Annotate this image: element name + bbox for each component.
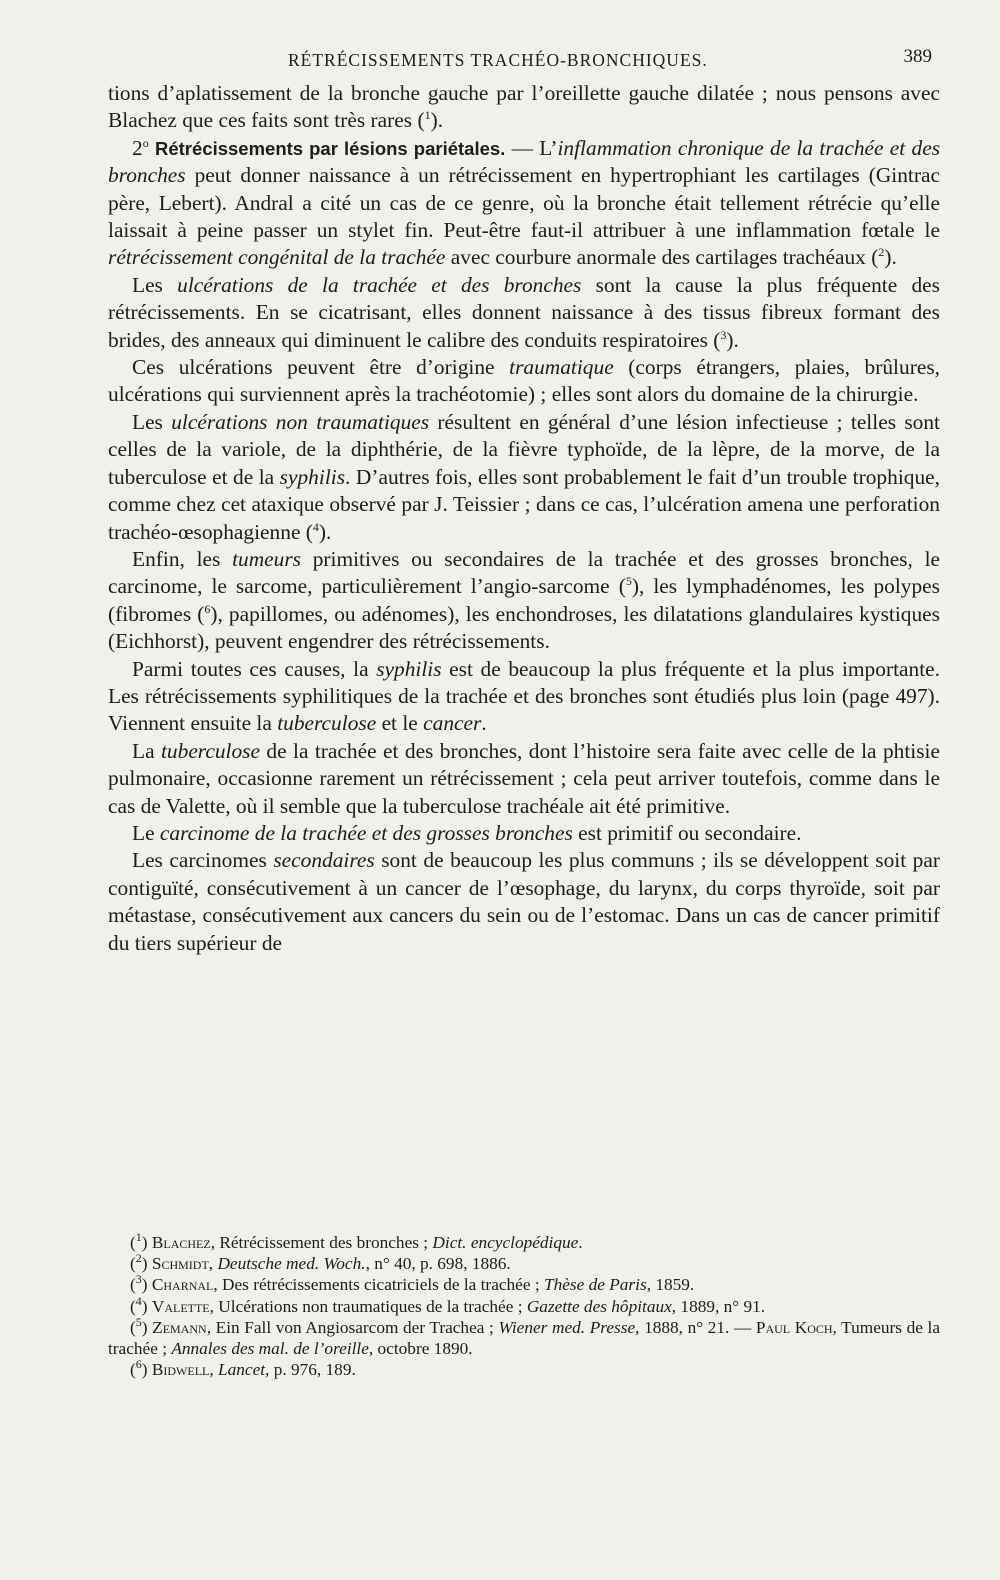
footnotes xyxy=(108,1232,940,1380)
running-head xyxy=(108,40,940,80)
footnote-ref: 6 xyxy=(204,601,211,616)
footnote-ref: 2 xyxy=(878,245,885,260)
footnote: ($^2$) Schmidt, Deutsche med. Woch., n° 40, p. 698, 1886. xyxy=(130,1251,511,1274)
paragraph: 2$^o$ Rétrécissements par lésions pariétales. — L’inflammation chronique de la trachée et des bronches peut donner naissance à un rétrécissement en hypertrophiant les cartilages (Gintrac père, Lebert). Andral a cité un cas de ce genre, où la bronche était tellement rétrécie qu’elle laissait à peine passer un stylet fin. Peut-être faut-il attribuer à une inflammation fœtale le rétrécissement congénital de la trachée avec courbure anormale des cartilages trachéaux ($^2$). xyxy=(108,135,941,270)
footnote-ref: 5 xyxy=(625,574,632,589)
footnote: ($^5$) Zemann, Ein Fall von Angiosarcom der Trachea ; Wiener med. Presse, 1888, n° 21. — Paul Koch, Tumeurs de la trachée ; Annales des mal. de l’oreille, octobre 1890. xyxy=(108,1315,940,1359)
page-number: 389 xyxy=(903,46,932,67)
section-heading: Rétrécissements par lésions pariétales. xyxy=(154,137,506,159)
paragraph: Les carcinomes secondaires sont de beaucoup les plus communs ; ils se développent soit par contiguïté, consécutivement à un cancer de l’œsophage, du larynx, du corps thyroïde, soit par métastase, consécutivement aux cancers du sein ou de l’estomac. Dans un cas de cancer primitif du tiers supérieur de xyxy=(108,848,940,955)
running-title: RÉTRÉCISSEMENTS TRACHÉO-BRONCHIQUES. xyxy=(288,50,708,70)
footnote-ref: 4 xyxy=(312,519,319,534)
paragraph: Le carcinome de la trachée et des grosses bronches est primitif ou secondaire. xyxy=(132,820,802,845)
paragraph: Les ulcérations non traumatiques résultent en général d’une lésion infectieuse ; telles sont celles de la variole, de la diphthérie, de la fièvre typhoïde, de la lèpre, de la morve, de la tuberculose et de la syphilis. D’autres fois, elles sont probablement le fait d’un trouble trophique, comme chez cet ataxique observé par J. Teissier ; dans ce cas, l’ulcération amena une perforation trachéo-œsophagienne ($^4$). xyxy=(108,409,940,544)
footnote: ($^6$) Bidwell, Lancet, p. 976, 189. xyxy=(130,1357,356,1380)
paragraph: Enfin, les tumeurs primitives ou secondaires de la trachée et des grosses bronches, le carcinome, le sarcome, particulièrement l’angio-sarcome ($^5$), les lymphadénomes, les polypes (fibromes ($^6$), papillomes, ou adénomes), les enchondroses, les dilatations glandulaires kystiques (Eichhorst), peuvent engendrer des rétrécissements. xyxy=(108,546,941,654)
paragraph: Les ulcérations de la trachée et des bronches sont la cause la plus fréquente des rétrécissements. En se cicatrisant, elles donnent naissance à des tissus fibreux formant des brides, des anneaux qui diminuent le calibre des conduits respiratoires ($^3$). xyxy=(108,272,940,352)
footnote: ($^1$) Blachez, Rétrécissement des bronches ; Dict. encyclopédique. xyxy=(130,1230,583,1252)
footnote: ($^3$) Charnal, Des rétrécissements cicatriciels de la trachée ; Thèse de Paris, 1859. xyxy=(130,1272,695,1295)
paragraph: Parmi toutes ces causes, la syphilis est de beaucoup la plus fréquente et la plus importante. Les rétrécissements syphilitiques de la trachée et des bronches sont étudiés plus loin (page 497). Viennent ensuite la tuberculose et le cancer. xyxy=(108,656,940,736)
footnote-ref: 3 xyxy=(720,327,727,342)
paragraph: tions d’aplatissement de la bronche gauche par l’oreillette gauche dilatée ; nous pensons avec Blachez que ces faits sont très rares ($^1$). xyxy=(108,81,940,133)
body-text xyxy=(108,80,940,957)
paragraph: Ces ulcérations peuvent être d’origine traumatique (corps étrangers, plaies, brûlures, ulcérations qui surviennent après la trachéotomie) ; elles sont alors du domaine de la chirurgie. xyxy=(108,355,940,407)
paragraph: La tuberculose de la trachée et des bronches, dont l’histoire sera faite avec celle de la phtisie pulmonaire, occasionne rarement un rétrécissement ; cela peut arriver toutefois, comme dans le cas de Valette, où il semble que la tuberculose trachéale ait été primitive. xyxy=(108,738,940,818)
footnote: ($^4$) Valette, Ulcérations non traumatiques de la trachée ; Gazette des hôpitaux, 1889, n° 91. xyxy=(130,1293,766,1316)
footnote-ref: 1 xyxy=(424,108,431,123)
